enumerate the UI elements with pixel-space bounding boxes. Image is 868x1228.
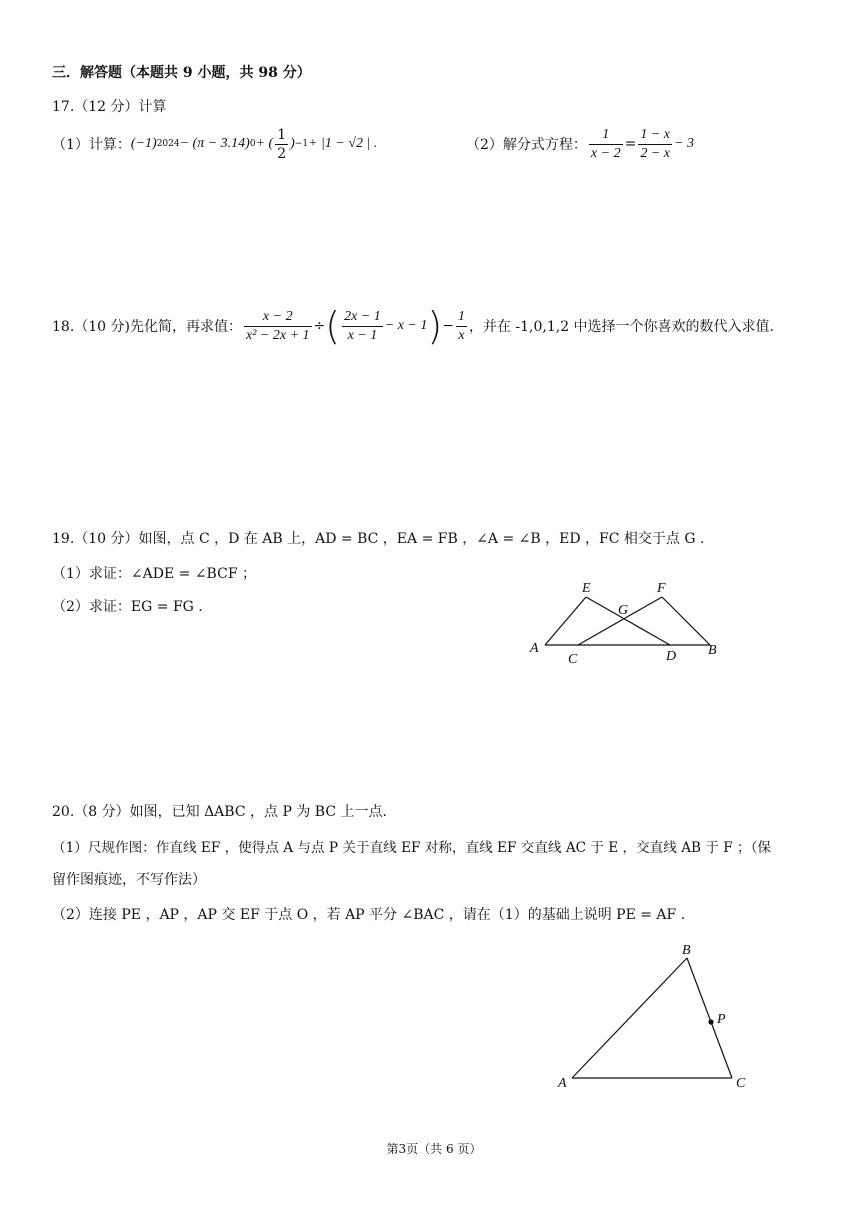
q18-divide: ÷: [313, 318, 326, 334]
q17-exp-2: 0: [249, 139, 256, 149]
q20-part1-line1: （1）尺规作图：作直线 EF ，使得点 A 与点 P 关于直线 EF 对称，直线 EF 交直线 AC 于 E ，交直线 AB 于 F ；（保: [52, 840, 772, 856]
label-e: E: [582, 581, 591, 596]
label-b: B: [708, 643, 717, 658]
q17-expr-d: ): [290, 136, 295, 151]
section-title: 三．解答题（本题共 9 小题，共 98 分）: [52, 65, 311, 81]
q17-equals: =: [624, 136, 637, 152]
q18-minus: −: [442, 318, 454, 334]
label-a: A: [558, 1076, 567, 1091]
q18-heading: 18.（10 分)先化简，再求值：: [52, 319, 242, 335]
q17-tail: − 3: [674, 136, 694, 151]
q17-expr-b: − (π − 3.14): [179, 136, 250, 151]
q17-expr-e: + |1 − √2 | .: [308, 136, 378, 151]
q20-part2: （2）连接 PE ，AP ，AP 交 EF 于点 O ，若 AP 平分 ∠BAC ，请在（1）的基础上说明 PE = AF .: [52, 907, 686, 923]
page-footer: 第3页（共 6 页）: [386, 1142, 482, 1156]
segment-ae: [545, 597, 586, 645]
q17-part2-label: （2）解分式方程：: [466, 137, 587, 153]
q17-part1-label: （1）计算：: [52, 137, 131, 153]
q18-fraction-1: $\frac{x - 2}{\text{x² − 2x + 1}}$: [246, 308, 310, 343]
label-g: G: [618, 603, 629, 618]
label-a: A: [530, 641, 539, 656]
q19-part1: （1）求证：∠ADE = ∠BCF ；: [52, 566, 256, 582]
q17-fraction-1: $\frac{1}{x - 2}$: [590, 126, 621, 161]
label-f: F: [657, 581, 666, 596]
q19-part2: （2）求证：EG = FG .: [52, 599, 203, 615]
q19-heading: 19.（10 分）如图，点 C ，D 在 AB 上，AD = BC ，EA = FB ，∠A = ∠B ，ED ，FC 相交于点 G .: [52, 531, 705, 547]
segment-ab: [572, 958, 687, 1078]
label-c: C: [736, 1076, 746, 1091]
q19-figure: [520, 572, 730, 672]
q20-heading: 20.（8 分）如图，已知 ΔABC ，点 P 为 BC 上一点.: [52, 804, 387, 820]
point-p-dot: [708, 1019, 713, 1024]
q18-fraction-3: $\frac{1}{x}$: [457, 308, 465, 343]
q17-fraction-half: $\frac{1}{2}$: [277, 126, 287, 162]
q17-expr-c: + (: [255, 136, 274, 151]
segment-bf: [662, 597, 710, 645]
label-c: C: [568, 652, 578, 667]
label-p: P: [717, 1012, 726, 1027]
label-b: B: [682, 943, 691, 958]
q20-part1-line2: 留作图痕迹，不写作法）: [52, 872, 206, 888]
q18-tail: ，并在 -1,0,1,2 中选择一个你喜欢的数代入求值.: [468, 319, 774, 335]
q20-figure: [550, 938, 760, 1098]
q18-fraction-2: $\frac{2x - 1}{x - 1}$: [344, 308, 381, 343]
q17-exp-1: 2024: [156, 139, 180, 149]
q17-part2: [466, 124, 694, 164]
q17-heading: 17.（12 分）计算: [52, 99, 167, 115]
label-d: D: [666, 649, 677, 664]
q17-expr-a: (−1): [130, 136, 157, 151]
q17-fraction-2: $\frac{1 - x}{2 - x}$: [640, 126, 670, 161]
q18-inner-tail: − x − 1: [384, 318, 428, 333]
q17-exp-3: −1: [294, 139, 309, 149]
q18-line: 18.（10 分)先化简，再求值： $\frac{x - 2}{\text{x² − 2x + 1}}$ ÷ ( $\frac{2x - 1}{x - 1}$ − x − 1 ) − $\frac{1}{x}$ ，并在 -1,0,1,2 中选择一个你喜欢的数代入求值.: [52, 304, 774, 348]
q17-part1: [52, 124, 377, 164]
